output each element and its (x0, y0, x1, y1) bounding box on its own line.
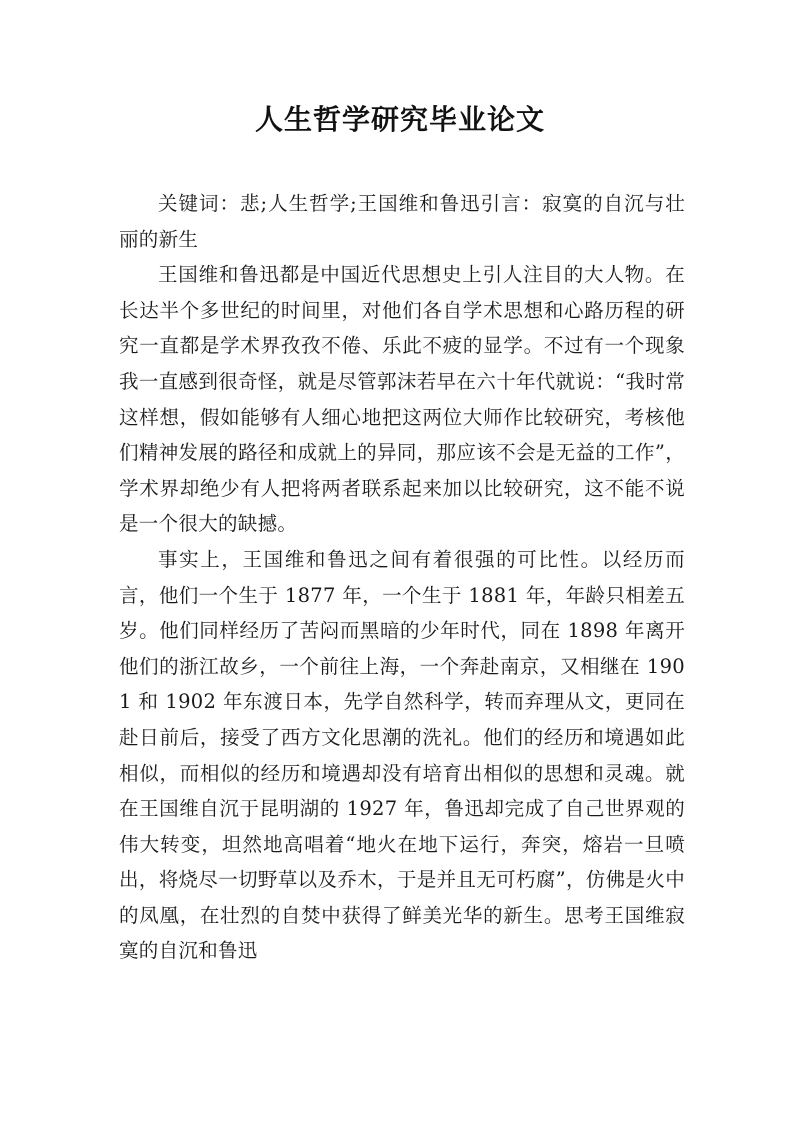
body-paragraph: 事实上，王国维和鲁迅之间有着很强的可比性。以经历而言，他们一个生于 1877 年，一个生于 1881 年，年龄只相差五岁。他们同样经历了苦闷而黑暗的少年时代，同在 1898 年离开他们的浙江故乡，一个前往上海，一个奔赴南京，又相继在 1901 和 1902 年东渡日本，先学自然科学，转而弃理从文，更同在赴日前后，接受了西方文化思潮的洗礼。他们的经历和境遇如此相似，而相似的经历和境遇却没有培育出相似的思想和灵魂。就在王国维自沉于昆明湖的 1927 年，鲁迅却完成了自己世界观的伟大转变，坦然地高唱着“地火在地下运行，奔突，熔岩一旦喷出，将烧尽一切野草以及乔木，于是并且无可朽腐”，仿佛是火中的凤凰，在壮烈的自焚中获得了鲜美光华的新生。思考王国维寂寞的自沉和鲁迅 (119, 547, 685, 963)
document-body (119, 186, 685, 969)
keywords-paragraph: 关键词：悲;人生哲学;王国维和鲁迅引言：寂寞的自沉与壮丽的新生 (119, 192, 685, 251)
body-paragraph: 王国维和鲁迅都是中国近代思想史上引人注目的大人物。在长达半个多世纪的时间里，对他们各自学术思想和心路历程的研究一直都是学术界孜孜不倦、乐此不疲的显学。不过有一个现象我一直感到很奇怪，就是尽管郭沫若早在六十年代就说：“我时常这样想，假如能够有人细心地把这两位大师作比较研究，考核他们精神发展的路径和成就上的异同，那应该不会是无益的工作”，学术界却绝少有人把将两者联系起来加以比较研究，这不能不说是一个很大的缺撼。 (119, 263, 685, 536)
document-title: 人生哲学研究毕业论文 (254, 103, 545, 136)
